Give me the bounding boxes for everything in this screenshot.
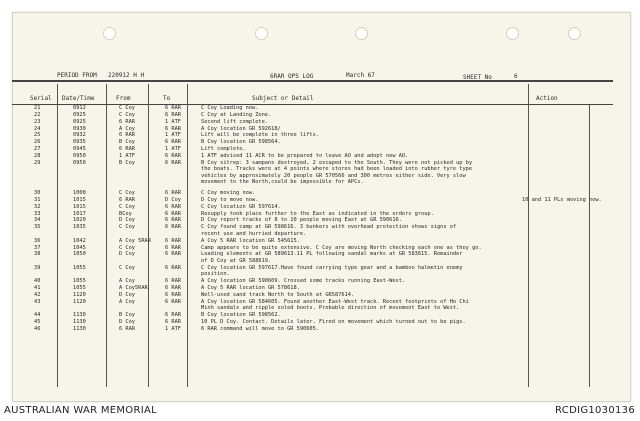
log-entry-row [12, 112, 629, 119]
entry-serial: 37 [34, 244, 41, 251]
entry-serial: 32 [34, 203, 41, 210]
entry-to: 6 RAR [165, 217, 181, 224]
entry-subject [201, 278, 539, 285]
entry-time: 0932 [73, 132, 86, 139]
entry-subject-line: D Coy report tracks of 8 to 10 people moving East at GR 590616. [201, 217, 402, 224]
log-entry-row [12, 312, 629, 319]
entry-time: 0935 [73, 139, 86, 146]
entry-subject-line: B Coy sitrep: 3 sampans destroyed, 2 escaped to the South. They were not picked up by [201, 159, 473, 166]
entry-serial: 30 [34, 190, 41, 197]
log-entry-row [12, 139, 629, 146]
log-entry-row [12, 132, 629, 139]
log-entry-row [12, 265, 629, 278]
entry-from: 6 RAR [119, 196, 135, 203]
entry-time: 1020 [73, 217, 86, 224]
entry-subject-line: position. [201, 271, 230, 278]
entry-subject-line: A Coy location GR 584605. Found another East-West track. Recent footprints of Ho Chi [201, 298, 469, 305]
entry-serial: 23 [34, 118, 41, 125]
entry-from: B Coy [119, 159, 135, 166]
entry-from: C Coy [119, 105, 135, 111]
entry-from: D Coy [119, 318, 135, 325]
entry-serial: 28 [34, 152, 41, 159]
log-entry-row [12, 160, 629, 186]
entry-serial: 46 [34, 325, 41, 332]
entry-time: 1055 [73, 264, 86, 271]
entry-subject-line: Camp appears to be quite extensive. C Coy are moving North checking each one as they go. [201, 244, 482, 251]
entry-time: 1015 [73, 203, 86, 210]
entry-to: 6 RAR [165, 210, 181, 217]
entry-time: 1042 [73, 237, 86, 244]
entry-serial: 25 [34, 132, 41, 139]
entry-serial: 44 [34, 311, 41, 318]
punch-hole [355, 27, 368, 40]
entry-from: 6 RAR [119, 118, 135, 125]
log-entry-row [12, 299, 629, 312]
entry-from: D Coy [119, 217, 135, 224]
entry-subject-line: A Coy 5 RAR location GR 545615. [201, 237, 300, 244]
log-entry-row [12, 146, 629, 153]
entry-serial: 27 [34, 146, 41, 153]
entry-serial: 31 [34, 196, 41, 203]
col-header-to: To [163, 95, 171, 102]
entry-subject [201, 126, 539, 133]
entry-time: 0925 [73, 111, 86, 118]
entry-subject [201, 112, 539, 119]
entry-time: 1055 [73, 284, 86, 291]
log-entry-row [12, 217, 629, 224]
log-entry-row [12, 251, 629, 264]
log-entry-row [12, 153, 629, 160]
entry-serial: 22 [34, 111, 41, 118]
entry-to: 1 ATF [165, 325, 181, 332]
entry-subject-line: A Coy location GR 590609. Crossed some tracks running East-West. [201, 278, 406, 285]
entry-subject [201, 292, 539, 299]
record-id: RCDIG1030136 [555, 405, 635, 416]
entry-time: 1120 [73, 298, 86, 305]
entry-serial: 38 [34, 251, 41, 258]
entry-time: 1130 [73, 318, 86, 325]
archive-name: AUSTRALIAN WAR MEMORIAL [4, 405, 157, 416]
entry-time: 0912 [73, 105, 86, 111]
entry-time: 0945 [73, 146, 86, 153]
entry-to: 6 RAR [165, 139, 181, 146]
log-title: 6RAR OPS LOG [270, 73, 314, 80]
log-entry-row [12, 211, 629, 218]
entry-action: 10 and 11 PLs moving now. [522, 196, 602, 203]
log-entry-row [12, 224, 629, 237]
col-header-from: From [116, 95, 131, 102]
entry-subject-line: of D Coy at GR 588619. [201, 257, 272, 264]
entry-from: A Coy5RAR [119, 284, 148, 291]
punch-hole [506, 27, 519, 40]
entry-from: A Coy [119, 278, 135, 285]
entry-subject [201, 224, 539, 237]
log-entry-row [12, 319, 629, 326]
entry-subject-line: C Coy location GR 597617.Have found carrying type gear and a bamboo halmetin enemy [201, 264, 463, 271]
entry-subject-line: Resupply took place further to the East as indicated in the orders group. [201, 210, 434, 217]
entry-serial: 45 [34, 318, 41, 325]
entry-serial: 36 [34, 237, 41, 244]
log-entry-row [12, 126, 629, 133]
period-value: 220912 H H [108, 72, 145, 79]
entry-serial: 43 [34, 298, 41, 305]
entry-subject-line: B Coy location GR 598564. [201, 139, 281, 146]
entry-from: B Coy [119, 311, 135, 318]
entry-time: 1035 [73, 224, 86, 231]
punch-hole [568, 27, 581, 40]
entry-subject [201, 285, 539, 292]
entry-from: C Coy [119, 224, 135, 231]
entry-from: A Coy [119, 125, 135, 132]
col-header-datetime: Date/Time [62, 95, 95, 102]
log-entry-row [12, 204, 629, 211]
entry-to: 1 ATF [165, 132, 181, 139]
log-entry-row [12, 278, 629, 285]
entry-from: A Coy 5RAR [119, 237, 151, 244]
log-entries [12, 105, 629, 332]
entry-subject-line: C Coy Loading now. [201, 105, 259, 111]
entry-to: 6 RAR [165, 152, 181, 159]
col-header-serial: Serial [30, 95, 52, 102]
entry-from: C Coy [119, 203, 135, 210]
entry-to: 6 RAR [165, 125, 181, 132]
entry-subject-line: 6 RAR command will move to GR 590605. [201, 325, 319, 332]
entry-subject-line: B Coy location GR 598562. [201, 311, 281, 318]
entry-subject [201, 146, 539, 153]
entry-to: D Coy [165, 196, 181, 203]
entry-to: 6 RAR [165, 190, 181, 197]
entry-serial: 39 [34, 264, 41, 271]
entry-serial: 33 [34, 210, 41, 217]
entry-time: 1045 [73, 244, 86, 251]
entry-time: 1017 [73, 210, 86, 217]
entry-time: 1050 [73, 251, 86, 258]
entry-subject-line: Second lift complete. [201, 118, 268, 125]
entry-to: 6 RAR [165, 159, 181, 166]
entry-from: D Coy [119, 251, 135, 258]
period-label: PERIOD FROM [57, 72, 97, 79]
entry-subject-line: movement to the North,could be impossible for APCs. [201, 179, 364, 186]
entry-to: 6 RAR [165, 298, 181, 305]
entry-subject [201, 190, 539, 197]
entry-subject-line: recent use and hurried departure. [201, 230, 307, 237]
entry-to: 6 RAR [165, 224, 181, 231]
entry-to: 6 RAR [165, 278, 181, 285]
header-rule [12, 80, 613, 82]
entry-subject [201, 204, 539, 211]
entry-subject-line: A Coy 5 RAR location GR 578618. [201, 284, 300, 291]
entry-subject-line: Minh sandals and ripple soled boots. Probable direction of movement East to West. [201, 305, 460, 312]
entry-from: D Coy [119, 291, 135, 298]
entry-subject [201, 245, 539, 252]
entry-serial: 41 [34, 284, 41, 291]
entry-subject [201, 251, 539, 264]
entry-subject [201, 160, 539, 186]
entry-serial: 35 [34, 224, 41, 231]
entry-subject [201, 319, 539, 326]
col-header-subject: Subject or Detail [252, 95, 314, 102]
entry-time: 0930 [73, 125, 86, 132]
entry-to: 6 RAR [165, 203, 181, 210]
entry-from: 1 ATF [119, 152, 135, 159]
punch-hole [103, 27, 116, 40]
entry-subject [201, 119, 539, 126]
entry-subject [201, 211, 539, 218]
sheet-label: SHEET No [463, 74, 492, 81]
log-entry-row [12, 245, 629, 252]
entry-serial: 24 [34, 125, 41, 132]
log-entry-row [12, 197, 629, 204]
log-entry-row [12, 190, 629, 197]
entry-serial: 26 [34, 139, 41, 146]
entry-to: 6 RAR [165, 111, 181, 118]
entry-time: 0950 [73, 152, 86, 159]
log-entry-row [12, 285, 629, 292]
entry-from: 6 RAR [119, 146, 135, 153]
entry-time: 1130 [73, 311, 86, 318]
entry-subject [201, 326, 539, 333]
entry-subject [201, 139, 539, 146]
entry-to: 6 RAR [165, 318, 181, 325]
sheet-number: 6 [514, 73, 518, 80]
entry-serial: 40 [34, 278, 41, 285]
entry-subject-line: D Coy to move now. [201, 196, 259, 203]
entry-subject [201, 299, 539, 312]
entry-to: 6 RAR [165, 105, 181, 111]
log-entry-row [12, 292, 629, 299]
entry-from: BCoy [119, 210, 132, 217]
entry-subject [201, 265, 539, 278]
entry-time: 1015 [73, 196, 86, 203]
col-header-action: Action [536, 95, 558, 102]
entry-subject [201, 132, 539, 139]
entry-to: 6 RAR [165, 291, 181, 298]
entry-to: 6 RAR [165, 311, 181, 318]
entry-subject [201, 197, 539, 204]
entry-subject [201, 105, 539, 112]
entry-to: 6 RAR [165, 264, 181, 271]
entry-subject-line: Lift will be complete in three lifts. [201, 132, 319, 139]
log-month: March 67 [346, 72, 375, 79]
entry-subject [201, 217, 539, 224]
entry-subject-line: the boats. Tracks were at 4 points where stores had been loaded into rubber tyre type [201, 166, 473, 173]
entry-time: 0925 [73, 118, 86, 125]
entry-time: 1000 [73, 190, 86, 197]
entry-time: 1055 [73, 278, 86, 285]
entry-subject-line: 1 ATF advised 11 ACR to be prepared to leave AO and adopt new AO. [201, 152, 409, 159]
entry-subject-line: A Coy location GR 592618/ [201, 125, 281, 132]
entry-to: 6 RAR [165, 284, 181, 291]
entry-from: A Coy [119, 298, 135, 305]
entry-from: C Coy [119, 190, 135, 197]
entry-subject-line: Leading elements at GR 589613.11 PL following sandal marks at GR 583615. Remainder [201, 251, 463, 258]
entry-subject-line: 10 PL D Coy. Contact. Details later. Fired on movement which turned out to be pigs. [201, 318, 466, 325]
log-entry-row [12, 238, 629, 245]
entry-time: 1120 [73, 291, 86, 298]
entry-from: 6 RAR [119, 132, 135, 139]
entry-from: C Coy [119, 244, 135, 251]
entry-subject-line: Lift complete. [201, 146, 246, 153]
entry-subject [201, 312, 539, 319]
punch-hole [255, 27, 268, 40]
entry-subject [201, 153, 539, 160]
entry-to: 1 ATF [165, 118, 181, 125]
entry-subject [201, 238, 539, 245]
entry-subject-line: Well-used sand track North to South at GR587614. [201, 291, 355, 298]
entry-time: 1130 [73, 325, 86, 332]
entry-subject-line: C Coy found camp at GR 598616. 3 bunkers with overhead protection shows signs of [201, 224, 457, 231]
entry-serial: 21 [34, 105, 41, 111]
log-entry-row [12, 105, 629, 112]
log-entry-row [12, 326, 629, 333]
entry-from: C Coy [119, 264, 135, 271]
entry-serial: 42 [34, 291, 41, 298]
entry-from: B Coy [119, 139, 135, 146]
entry-subject-line: C Coy moving now. [201, 190, 256, 197]
log-entry-row [12, 119, 629, 126]
entry-from: C Coy [119, 111, 135, 118]
entry-time: 0950 [73, 159, 86, 166]
entry-subject-line: C Coy at Landing Zone. [201, 111, 272, 118]
entry-from: 6 RAR [119, 325, 135, 332]
entry-serial: 29 [34, 159, 41, 166]
entry-to: 1 ATF [165, 146, 181, 153]
entry-subject-line: vehicles by approximately 20 people GR 570566 and 300 metres either side. Very slow [201, 172, 466, 179]
entry-to: 6 RAR [165, 244, 181, 251]
entry-serial: 34 [34, 217, 41, 224]
entry-to: 6 RAR [165, 251, 181, 258]
entry-to: 6 RAR [165, 237, 181, 244]
entry-subject-line: C Coy location GR 597614. [201, 203, 281, 210]
